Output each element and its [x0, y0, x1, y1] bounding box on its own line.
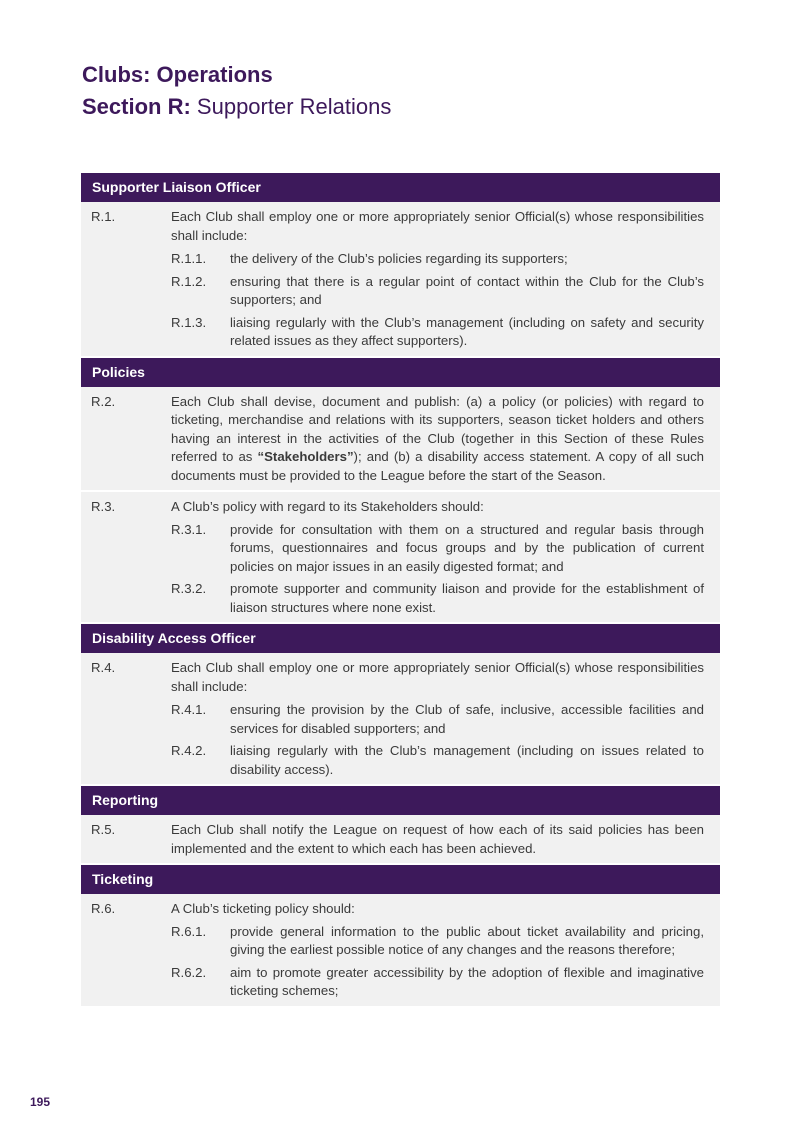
- rule-text: [171, 393, 704, 486]
- sub-rule-text: ensuring the provision by the Club of safe, inclusive, accessible facilities and services for disabled supporters; and: [230, 702, 704, 736]
- rule-text: [171, 659, 704, 779]
- sub-rule-number: R.6.2.: [171, 964, 207, 980]
- sub-rule-number: R.3.1.: [171, 521, 207, 537]
- section-header-disability-access-officer: Disability Access Officer: [81, 624, 720, 653]
- rule-text: Each Club shall notify the League on request of how each of its said policies has been implemented and the extent to which each has been achieved.: [171, 822, 704, 856]
- page-heading: [82, 60, 391, 124]
- sub-rule-text: liaising regularly with the Club’s management (including on safety and security related issues as they affect supporters).: [230, 314, 704, 348]
- rule-text: [171, 498, 704, 617]
- rule-text: [171, 208, 704, 351]
- rule-r5: [81, 815, 720, 863]
- sub-rule-number: R.6.1.: [171, 923, 207, 939]
- rule-number: R.2.: [91, 393, 116, 409]
- section-label: Section R:: [82, 94, 191, 119]
- sub-rule-r3-1: [171, 521, 704, 577]
- rule-text-intro: Each Club shall employ one or more appropriately senior Official(s) whose responsibilities shall include:: [171, 660, 704, 694]
- rule-number: R.4.: [91, 660, 116, 675]
- section-header-reporting: Reporting: [81, 786, 720, 815]
- rule-r2: [81, 387, 720, 491]
- sub-rule-r1-1: [171, 250, 704, 269]
- rule-number: R.1.: [91, 209, 116, 224]
- section-header-ticketing: Ticketing: [81, 865, 720, 894]
- sub-rule-number: R.4.2.: [171, 743, 207, 758]
- rule-text-part1: Each Club shall devise, document and publish: (a) a policy (or policies) with regard to ticketing, merchandise and relations with its supporters, season ticket holders and others having an interest in the activities of the Club (together in this Section of these Rules referred to as: [171, 393, 704, 464]
- sub-rule-number: R.1.1.: [171, 251, 207, 266]
- rule-number: R.6.: [91, 901, 116, 916]
- sub-rule-text: the delivery of the Club’s policies regarding its supporters;: [230, 251, 568, 266]
- rule-text: [171, 900, 704, 1001]
- sub-rule-text: provide for consultation with them on a structured and regular basis through forums, questionnaires and focus groups and by the publication of current policies on major issues in an easily digested format; and: [230, 521, 704, 574]
- sub-rule-number: R.3.2.: [171, 581, 207, 596]
- rule-number: R.5.: [91, 822, 116, 837]
- section-header-supporter-liaison-officer: Supporter Liaison Officer: [81, 173, 720, 202]
- sub-rule-number: R.1.3.: [171, 314, 207, 330]
- section-name: Supporter Relations: [196, 94, 392, 119]
- sub-rule-r1-2: [171, 273, 704, 310]
- rules-document: [81, 173, 720, 1008]
- rule-number: R.3.: [91, 499, 116, 514]
- sub-rule-text: provide general information to the public about ticket availability and pricing, giving the earliest possible notice of any changes and the reasons therefore;: [230, 923, 704, 957]
- page-number: 195: [30, 1095, 51, 1109]
- defined-term-stakeholders: “Stakeholders”: [257, 449, 354, 464]
- rule-text-intro: Each Club shall employ one or more appropriately senior Official(s) whose responsibilities shall include:: [171, 209, 704, 243]
- rule-r4: [81, 653, 720, 784]
- rule-r1: [81, 202, 720, 356]
- sub-rule-r4-2: [171, 742, 704, 779]
- page-title: Clubs: Operations: [82, 62, 273, 87]
- sub-rule-number: R.4.1.: [171, 702, 207, 717]
- sub-rule-r6-2: [171, 964, 704, 1001]
- sub-rule-r1-3: [171, 314, 704, 351]
- rule-text-intro: A Club’s ticketing policy should:: [171, 901, 355, 916]
- rule-r6: [81, 894, 720, 1006]
- sub-rule-r3-2: [171, 580, 704, 617]
- rule-text-intro: A Club’s policy with regard to its Stakeholders should:: [171, 499, 484, 514]
- sub-rule-r4-1: [171, 701, 704, 738]
- sub-rule-text: promote supporter and community liaison and provide for the establishment of liaison structures where none exist.: [230, 581, 704, 615]
- sub-rule-r6-1: [171, 923, 704, 960]
- sub-rule-text: aim to promote greater accessibility by the adoption of flexible and imaginative ticketing schemes;: [230, 964, 704, 998]
- rule-r3: [81, 492, 720, 622]
- sub-rule-text: liaising regularly with the Club’s management (including on issues related to disability access).: [230, 743, 704, 777]
- section-title: [82, 90, 391, 124]
- sub-rule-number: R.1.2.: [171, 273, 207, 289]
- sub-rule-text: ensuring that there is a regular point of contact within the Club for the Club’s supporters; and: [230, 273, 704, 307]
- section-header-policies: Policies: [81, 358, 720, 387]
- rule-text-part2: ); and (b) a disability access statement. A copy of all such documents must be provided to the League before the start of the Season.: [171, 449, 705, 483]
